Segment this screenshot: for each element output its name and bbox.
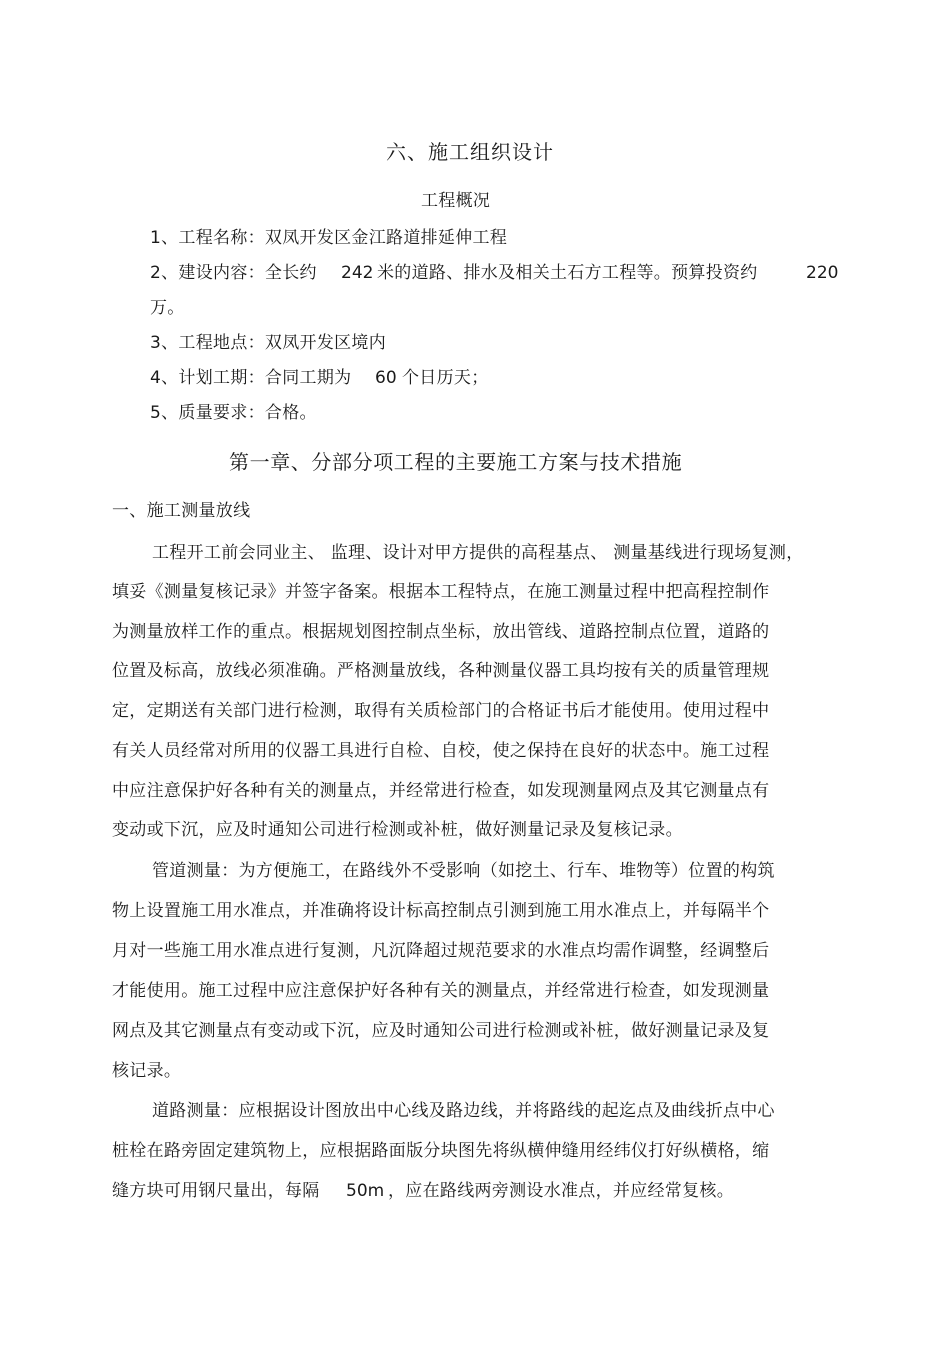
paragraph-1-line: 定，定期送有关部门进行检测，取得有关质检部门的合格证书后才能使用。使用过程中 (112, 701, 770, 721)
paragraph-2-line: 物上设置施工用水准点，并准确将设计标高控制点引测到施工用水准点上，并每隔半个 (112, 901, 770, 921)
paragraph-1-line: 工程开工前会同业主、 监理、设计对甲方提供的高程基点、 测量基线进行现场复测， (152, 543, 804, 563)
overview-item-4-part-a: 4、计划工期：合同工期为 (150, 368, 352, 388)
overview-item-2-budget: 220 (806, 263, 839, 283)
paragraph-1-line: 中应注意保护好各种有关的测量点，并经常进行检查，如发现测量网点及其它测量点有 (112, 781, 770, 801)
paragraph-3-line: 桩栓在路旁固定建筑物上，应根据路面版分块图先将纵横伸缝用经纬仪打好纵横格，缩 (112, 1141, 770, 1161)
paragraph-2-line: 核记录。 (112, 1061, 182, 1081)
overview-item-2-part-a: 2、建设内容：全长约 (150, 263, 317, 283)
overview-item-4-days: 60 (375, 368, 397, 388)
paragraph-3-line: 道路测量：应根据设计图放出中心线及路边线，并将路线的起迄点及曲线折点中心 (152, 1101, 775, 1121)
paragraph-3-line: 缝方块可用钢尺量出，每隔 (112, 1181, 320, 1201)
section-1-heading: 一、施工测量放线 (112, 501, 251, 521)
overview-item-4-part-b: 个日历天； (402, 368, 489, 388)
paragraph-2-line: 管道测量：为方便施工，在路线外不受影响（如挖土、行车、堆物等）位置的构筑 (152, 861, 775, 881)
overview-item-2-part-b: 米的道路、排水及相关土石方工程等。预算投资约 (377, 263, 758, 283)
paragraph-2-line: 网点及其它测量点有变动或下沉，应及时通知公司进行检测或补桩，做好测量记录及复 (112, 1021, 770, 1041)
paragraph-3-line-tail: ，应在路线两旁测设水准点，并应经常复核。 (388, 1181, 734, 1201)
paragraph-1-line: 为测量放样工作的重点。根据规划图控制点坐标，放出管线、道路控制点位置，道路的 (112, 622, 770, 642)
overview-item-1: 1、工程名称：双凤开发区金江路道排延伸工程 (150, 228, 508, 248)
chapter-1-title: 第一章、分部分项工程的主要施工方案与技术措施 (229, 450, 683, 474)
overview-heading: 工程概况 (421, 191, 491, 211)
paragraph-1-line: 填妥《测量复核记录》并签字备案。根据本工程特点，在施工测量过程中把高程控制作 (112, 582, 770, 602)
paragraph-2-line: 月对一些施工用水准点进行复测，凡沉降超过规范要求的水准点均需作调整，经调整后 (112, 941, 770, 961)
paragraph-1-line: 有关人员经常对所用的仪器工具进行自检、自校，使之保持在良好的状态中。施工过程 (112, 741, 770, 761)
paragraph-3-spacing-value: 50m (346, 1181, 385, 1201)
paragraph-1-line: 变动或下沉，应及时通知公司进行检测或补桩，做好测量记录及复核记录。 (112, 820, 683, 840)
overview-item-2-length: 242 (341, 263, 374, 283)
overview-item-2-part-c: 万。 (150, 298, 185, 318)
paragraph-1-line: 位置及标高，放线必须准确。严格测量放线，各种测量仪器工具均按有关的质量管理规 (112, 661, 770, 681)
document-title: 六、施工组织设计 (386, 140, 554, 164)
overview-item-3: 3、工程地点：双凤开发区境内 (150, 333, 387, 353)
overview-item-5: 5、质量要求：合格。 (150, 403, 317, 423)
paragraph-2-line: 才能使用。施工过程中应注意保护好各种有关的测量点，并经常进行检查，如发现测量 (112, 981, 770, 1001)
